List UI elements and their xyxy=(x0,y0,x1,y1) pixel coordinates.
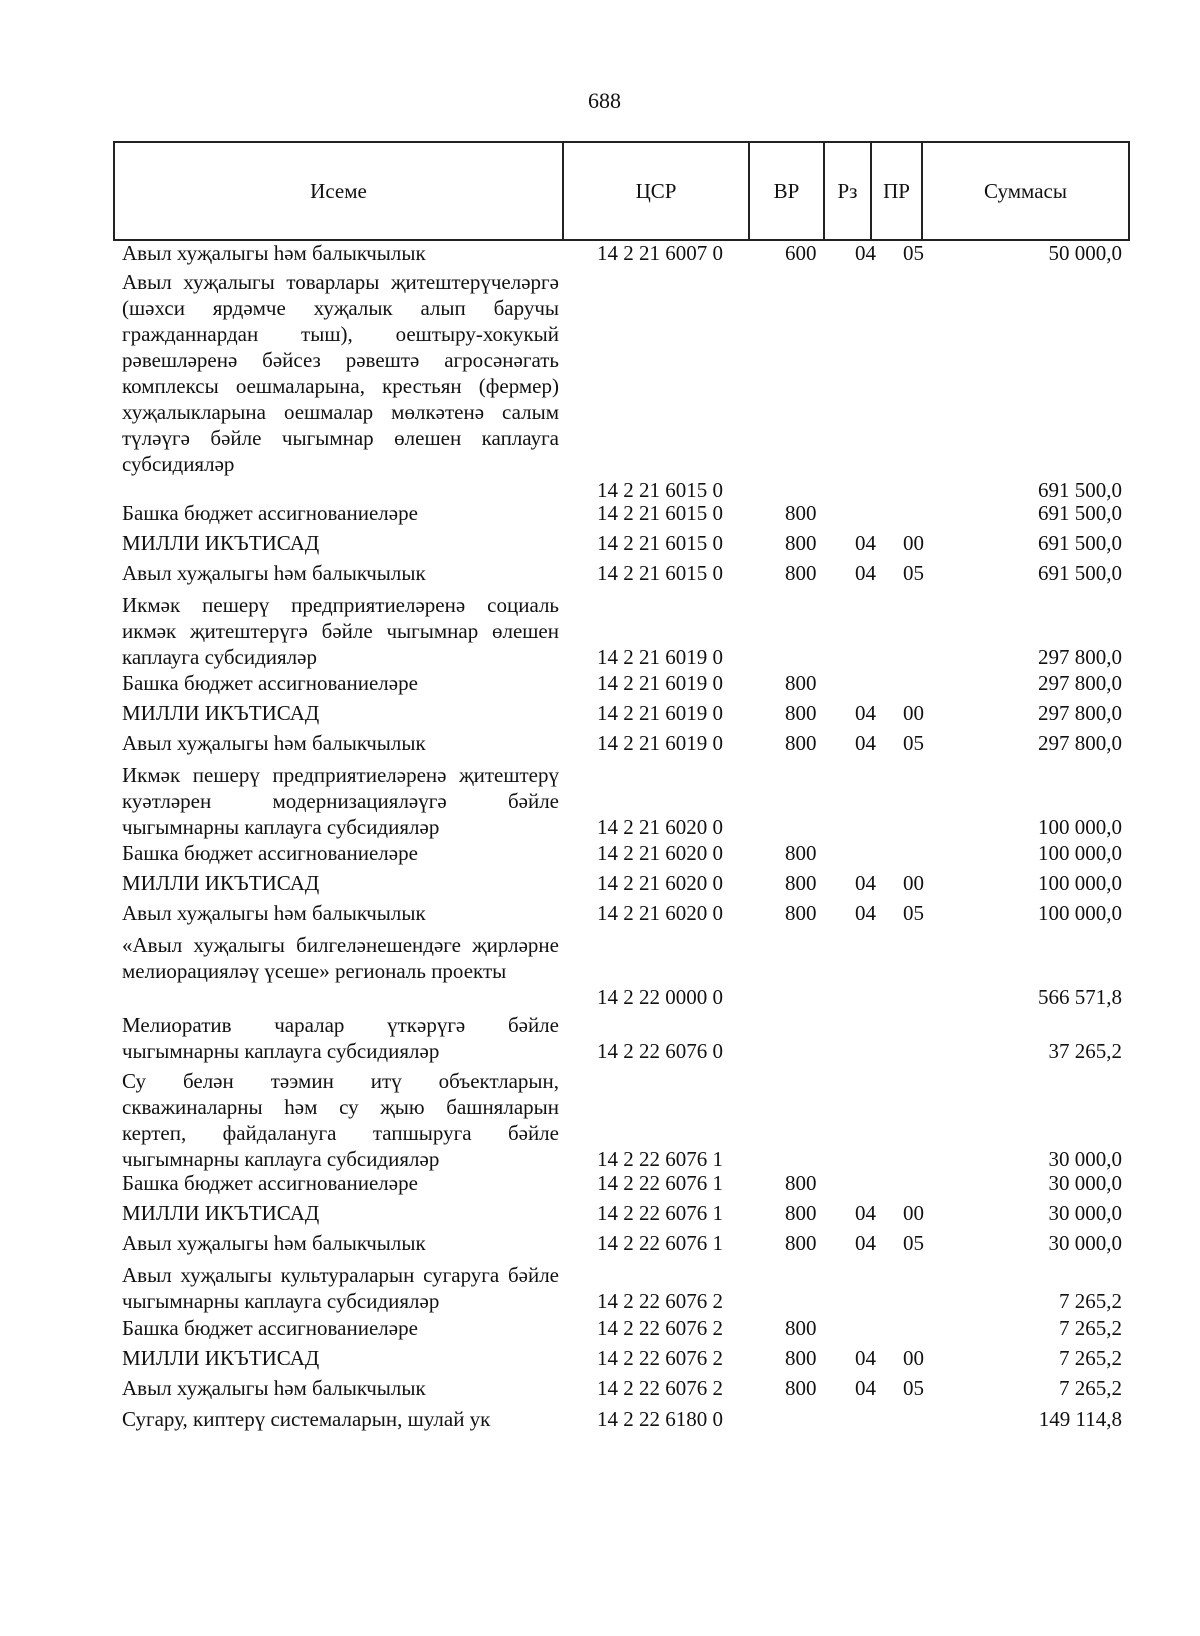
row-name: Авыл хуҗалыгы һәм балыкчылык xyxy=(122,241,426,265)
row-sum: 100 000,0 xyxy=(1038,901,1122,925)
row-name: Авыл хуҗалыгы һәм балыкчылык xyxy=(122,1376,426,1400)
row-name: Авыл хуҗалыгы культураларын сугаруга бәйле чыгымнарны каплауга субсидияләр xyxy=(122,1263,559,1313)
row-csr: 14 2 22 6076 0 xyxy=(597,1039,723,1063)
row-vr: 800 xyxy=(785,1316,817,1340)
row-pr: 00 xyxy=(903,1346,924,1370)
page-number-text: 688 xyxy=(588,88,621,113)
row-pr: 05 xyxy=(903,1231,924,1255)
row-sum: 30 000,0 xyxy=(1048,1171,1122,1195)
row-sum: 30 000,0 xyxy=(1048,1231,1122,1255)
row-pr: 05 xyxy=(903,561,924,585)
row-pr: 05 xyxy=(903,241,924,265)
row-sum: 691 500,0 xyxy=(1038,501,1122,525)
row-csr: 14 2 21 6020 0 xyxy=(597,901,723,925)
row-csr: 14 2 21 6015 0 xyxy=(597,531,723,555)
row-sum: 100 000,0 xyxy=(1038,815,1122,839)
row-name: МИЛЛИ ИКЪТИСАД xyxy=(122,531,320,555)
row-rz: 04 xyxy=(855,1231,876,1255)
row-sum: 691 500,0 xyxy=(1038,478,1122,502)
row-sum: 50 000,0 xyxy=(1048,241,1122,265)
row-name: Башка бюджет ассигнованиеләре xyxy=(122,501,418,525)
row-sum: 100 000,0 xyxy=(1038,841,1122,865)
row-csr: 14 2 22 6076 1 xyxy=(597,1171,723,1195)
row-name: Авыл хуҗалыгы һәм балыкчылык xyxy=(122,731,426,755)
row-csr: 14 2 22 6076 2 xyxy=(597,1316,723,1340)
row-rz: 04 xyxy=(855,871,876,895)
table-header xyxy=(113,141,1130,241)
row-csr: 14 2 22 0000 0 xyxy=(597,985,723,1009)
row-csr: 14 2 21 6019 0 xyxy=(597,671,723,695)
row-sum: 691 500,0 xyxy=(1038,561,1122,585)
row-rz: 04 xyxy=(855,531,876,555)
header-rz: Рз xyxy=(825,143,872,239)
row-name: «Авыл хуҗалыгы билгеләнешендәге җирләрне мелиорацияләү үсеше» региональ проекты xyxy=(122,933,559,983)
row-pr: 05 xyxy=(903,901,924,925)
row-vr: 800 xyxy=(785,871,817,895)
row-vr: 600 xyxy=(785,241,817,265)
row-csr: 14 2 22 6076 2 xyxy=(597,1376,723,1400)
row-vr: 800 xyxy=(785,561,817,585)
row-name: Икмәк пешерү предприятиеләренә социаль икмәк җитештерүгә бәйле чыгымнар өлешен каплауга субсидияләр xyxy=(122,593,559,669)
row-name: Авыл хуҗалыгы һәм балыкчылык xyxy=(122,1231,426,1255)
row-vr: 800 xyxy=(785,901,817,925)
row-sum: 297 800,0 xyxy=(1038,645,1122,669)
row-vr: 800 xyxy=(785,1201,817,1225)
row-sum: 7 265,2 xyxy=(1059,1316,1122,1340)
row-vr: 800 xyxy=(785,1346,817,1370)
row-csr: 14 2 21 6020 0 xyxy=(597,841,723,865)
row-sum: 297 800,0 xyxy=(1038,701,1122,725)
row-sum: 149 114,8 xyxy=(1038,1407,1122,1431)
row-csr: 14 2 21 6015 0 xyxy=(597,501,723,525)
row-csr: 14 2 21 6020 0 xyxy=(597,815,723,839)
row-name: Су белән тәэмин итү объектларын, скважиналарны һәм су җыю башняларын кертеп, файдалануга тапшыруга бәйле чыгымнарны каплауга субсидияләр xyxy=(122,1069,559,1171)
row-name: МИЛЛИ ИКЪТИСАД xyxy=(122,1346,320,1370)
row-sum: 691 500,0 xyxy=(1038,531,1122,555)
row-pr: 05 xyxy=(903,1376,924,1400)
row-vr: 800 xyxy=(785,731,817,755)
row-sum: 37 265,2 xyxy=(1048,1039,1122,1063)
row-name: МИЛЛИ ИКЪТИСАД xyxy=(122,1201,320,1225)
row-csr: 14 2 21 6007 0 xyxy=(597,241,723,265)
row-name: Башка бюджет ассигнованиеләре xyxy=(122,841,418,865)
row-name: Башка бюджет ассигнованиеләре xyxy=(122,1316,418,1340)
row-csr: 14 2 21 6019 0 xyxy=(597,701,723,725)
row-csr: 14 2 22 6180 0 xyxy=(597,1407,723,1431)
row-name: МИЛЛИ ИКЪТИСАД xyxy=(122,701,320,725)
row-name: Икмәк пешерү предприятиеләренә җитештерү куәтләрен модернизацияләүгә бәйле чыгымнарны каплауга субсидияләр xyxy=(122,763,559,839)
row-vr: 800 xyxy=(785,671,817,695)
row-sum: 7 265,2 xyxy=(1059,1376,1122,1400)
row-pr: 00 xyxy=(903,871,924,895)
row-vr: 800 xyxy=(785,1376,817,1400)
row-rz: 04 xyxy=(855,1346,876,1370)
row-name: Сугару, киптерү системаларын, шулай ук xyxy=(122,1407,491,1431)
row-sum: 7 265,2 xyxy=(1059,1289,1122,1313)
row-csr: 14 2 21 6019 0 xyxy=(597,731,723,755)
row-rz: 04 xyxy=(855,1201,876,1225)
row-name: Башка бюджет ассигнованиеләре xyxy=(122,1171,418,1195)
row-csr: 14 2 21 6020 0 xyxy=(597,871,723,895)
row-name: Авыл хуҗалыгы товарлары җитештерүчеләргә (шәхси ярдәмче хуҗалык алып баручы гражданнардан тыш), оештыру-хокукый рәвешләренә бәйсез рәвештә агросәнәгать комплексы оешмаларына, крестьян (фермер) хуҗалыкларына оешмалар мөлкәтенә салым түләүгә бәйле чыгымнар өлешен каплауга субсидияләр xyxy=(122,270,559,476)
row-sum: 297 800,0 xyxy=(1038,731,1122,755)
row-sum: 297 800,0 xyxy=(1038,671,1122,695)
row-rz: 04 xyxy=(855,561,876,585)
row-csr: 14 2 22 6076 1 xyxy=(597,1201,723,1225)
row-csr: 14 2 22 6076 2 xyxy=(597,1346,723,1370)
row-pr: 00 xyxy=(903,701,924,725)
row-name: МИЛЛИ ИКЪТИСАД xyxy=(122,871,320,895)
row-sum: 7 265,2 xyxy=(1059,1346,1122,1370)
header-vr: ВР xyxy=(750,143,825,239)
row-name: Башка бюджет ассигнованиеләре xyxy=(122,671,418,695)
row-pr: 05 xyxy=(903,731,924,755)
row-csr: 14 2 21 6015 0 xyxy=(597,478,723,502)
row-rz: 04 xyxy=(855,1376,876,1400)
row-sum: 30 000,0 xyxy=(1048,1201,1122,1225)
row-vr: 800 xyxy=(785,501,817,525)
row-sum: 100 000,0 xyxy=(1038,871,1122,895)
row-csr: 14 2 21 6015 0 xyxy=(597,561,723,585)
row-csr: 14 2 21 6019 0 xyxy=(597,645,723,669)
row-rz: 04 xyxy=(855,701,876,725)
row-rz: 04 xyxy=(855,731,876,755)
row-rz: 04 xyxy=(855,241,876,265)
header-name: Исеме xyxy=(115,143,564,239)
header-sum: Суммасы xyxy=(984,178,1067,203)
header-csr: ЦСР xyxy=(564,143,750,239)
row-vr: 800 xyxy=(785,701,817,725)
row-csr: 14 2 22 6076 1 xyxy=(597,1231,723,1255)
row-rz: 04 xyxy=(855,901,876,925)
row-csr: 14 2 22 6076 2 xyxy=(597,1289,723,1313)
row-vr: 800 xyxy=(785,841,817,865)
row-pr: 00 xyxy=(903,1201,924,1225)
row-sum: 566 571,8 xyxy=(1038,985,1122,1009)
row-name: Мелиоратив чаралар үткәрүгә бәйле чыгымнарны каплауга субсидияләр xyxy=(122,1013,559,1063)
row-pr: 00 xyxy=(903,531,924,555)
row-vr: 800 xyxy=(785,1231,817,1255)
row-sum: 30 000,0 xyxy=(1048,1147,1122,1171)
header-pr: ПР xyxy=(872,143,923,239)
row-vr: 800 xyxy=(785,1171,817,1195)
row-name: Авыл хуҗалыгы һәм балыкчылык xyxy=(122,561,426,585)
row-csr: 14 2 22 6076 1 xyxy=(597,1147,723,1171)
row-name: Авыл хуҗалыгы һәм балыкчылык xyxy=(122,901,426,925)
row-vr: 800 xyxy=(785,531,817,555)
